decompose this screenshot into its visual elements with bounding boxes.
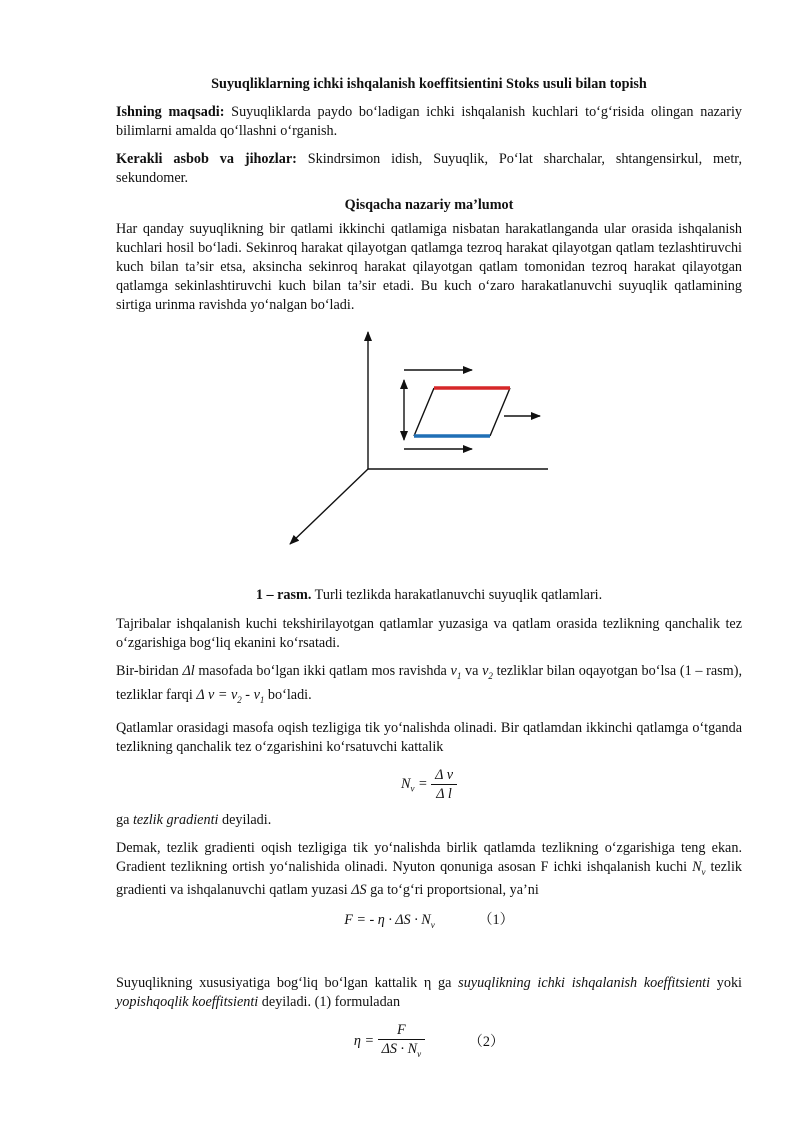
aim-paragraph (116, 103, 742, 141)
gradient-equation: $N_v$ = $\frac{\text{Δ v}}{\text{Δ l}}$ (116, 766, 742, 803)
caption-text: Turli tezlikda harakatlanuvchi suyuqlik qatlamlari. (311, 587, 603, 603)
newton-law-paragraph: Demak, tezlik gradienti oqish tezligiga tik yo‘nalishda birlik qatlamda tezlikning o‘zgarishiga teng ekan. Gradient tezlikning ortish yo‘nalishida olinadi. Nyuton qonuniga asosan F ichki ishqalanish kuchi $N_v$ tezlik gradienti va ishqalanuvchi qatlam yuzasi ΔS ga to‘g‘ri proportsional, ya’ni (116, 839, 743, 899)
layer-right-edge (490, 388, 510, 436)
distance-paragraph: Qatlamlar orasidagi masofa oqish tezligiga tik yo‘nalishda olinadi. Bir qatlamdan ikkinchi qatlamga o‘tganda tezlikning qanchalik tez o‘zgarishini ko‘rsatuvchi kattalik (116, 719, 742, 755)
fluid-layers-diagram (116, 324, 742, 574)
figure-fluid-layers (116, 324, 742, 574)
equation-2-number: （2） (468, 1033, 505, 1050)
delta-l-symbol: Δl (182, 663, 195, 679)
experiment-paragraph: Tajribalar ishqalanish kuchi tekshirilayotgan qatlamlar yuzasiga va qatlam orasida tezlikning qanchalik tez o‘zgarishiga bog‘liq ekanini ko‘rsatadi. (116, 616, 742, 651)
velocity-difference-formula: Δ $v = v_2 - v_1$ (196, 686, 265, 705)
velocity-difference-paragraph: Bir-biridan Δl masofada bo‘lgan ikki qatlam mos ravishda $v_1$ va $v_2$ tezliklar bilan oqayotgan bo‘lsa (1 – rasm), tezliklar farqi Δ $v = v_2 - v_1$ bo‘ladi. (116, 663, 742, 705)
document-page (116, 72, 742, 1063)
equation-1: F = - $\eta \cdot \Delta S \cdot N_v$ （1） (344, 912, 514, 931)
caption-label: 1 – rasm. (255, 587, 312, 603)
gradient-definition-paragraph: ga tezlik gradienti deyiladi. (116, 811, 272, 828)
equipment-label: Kerakli asbob va jihozlar: (116, 151, 297, 167)
equipment-text: Skindrsimon idish, Suyuqlik, Po‘lat sharchalar, shtangensirkul, metr, sekundomer. (116, 151, 742, 186)
layer-left-edge (414, 388, 434, 436)
theory-paragraph: Har qanday suyuqlikning bir qatlami ikkinchi qatlamiga nisbatan harakatlanganda ular orasida ishqalanish kuchlari hosil bo‘ladi. Sekinroq harakat qilayotgan qatlamga tezroq harakat qilayotgan qatlam tezlashtiruvchi kuch bilan ta’sir etsa, aksincha sekinroq harakat qilayotgan qatlam tomonidan tezroq harakat qilayotgan qatlamga sekinlashtiruvchi kuch bilan ta’sir etadi. Bu kuch o‘zaro harakatlanuvchi suyuqlik qatlamining sirtiga urinma ravishda yo‘nalgan bo‘ladi. (116, 221, 742, 313)
equation-1-number: （1） (478, 912, 514, 929)
section-title: Qisqacha nazariy ma’lumot (344, 197, 514, 213)
aim-text: Suyuqliklarda paydo bo‘ladigan ichki ishqalanish kuchlari to‘g‘risida olingan nazariy bilimlarni amalda qo‘llashni o‘rganish. (116, 104, 742, 139)
equipment-paragraph (116, 150, 742, 188)
equation-2: η = $\frac{F}{\Delta S \cdot N_v}$ （2） (353, 1022, 505, 1060)
gradient-term: tezlik gradienti (132, 811, 219, 828)
aim-label: Ishning maqsadi: (116, 104, 225, 120)
viscosity-paragraph: Suyuqlikning xususiyatiga bog‘liq bo‘lgan kattalik η ga suyuqlikning ichki ishqalanish koeffitsienti yoki yopishqoqlik koeffitsienti deyiladi. (1) formuladan (116, 975, 742, 1011)
depth-axis (290, 469, 368, 544)
document-title: Suyuqliklarning ichki ishqalanish koeffitsientini Stoks usuli bilan topish (211, 76, 647, 92)
figure-caption (116, 586, 742, 605)
